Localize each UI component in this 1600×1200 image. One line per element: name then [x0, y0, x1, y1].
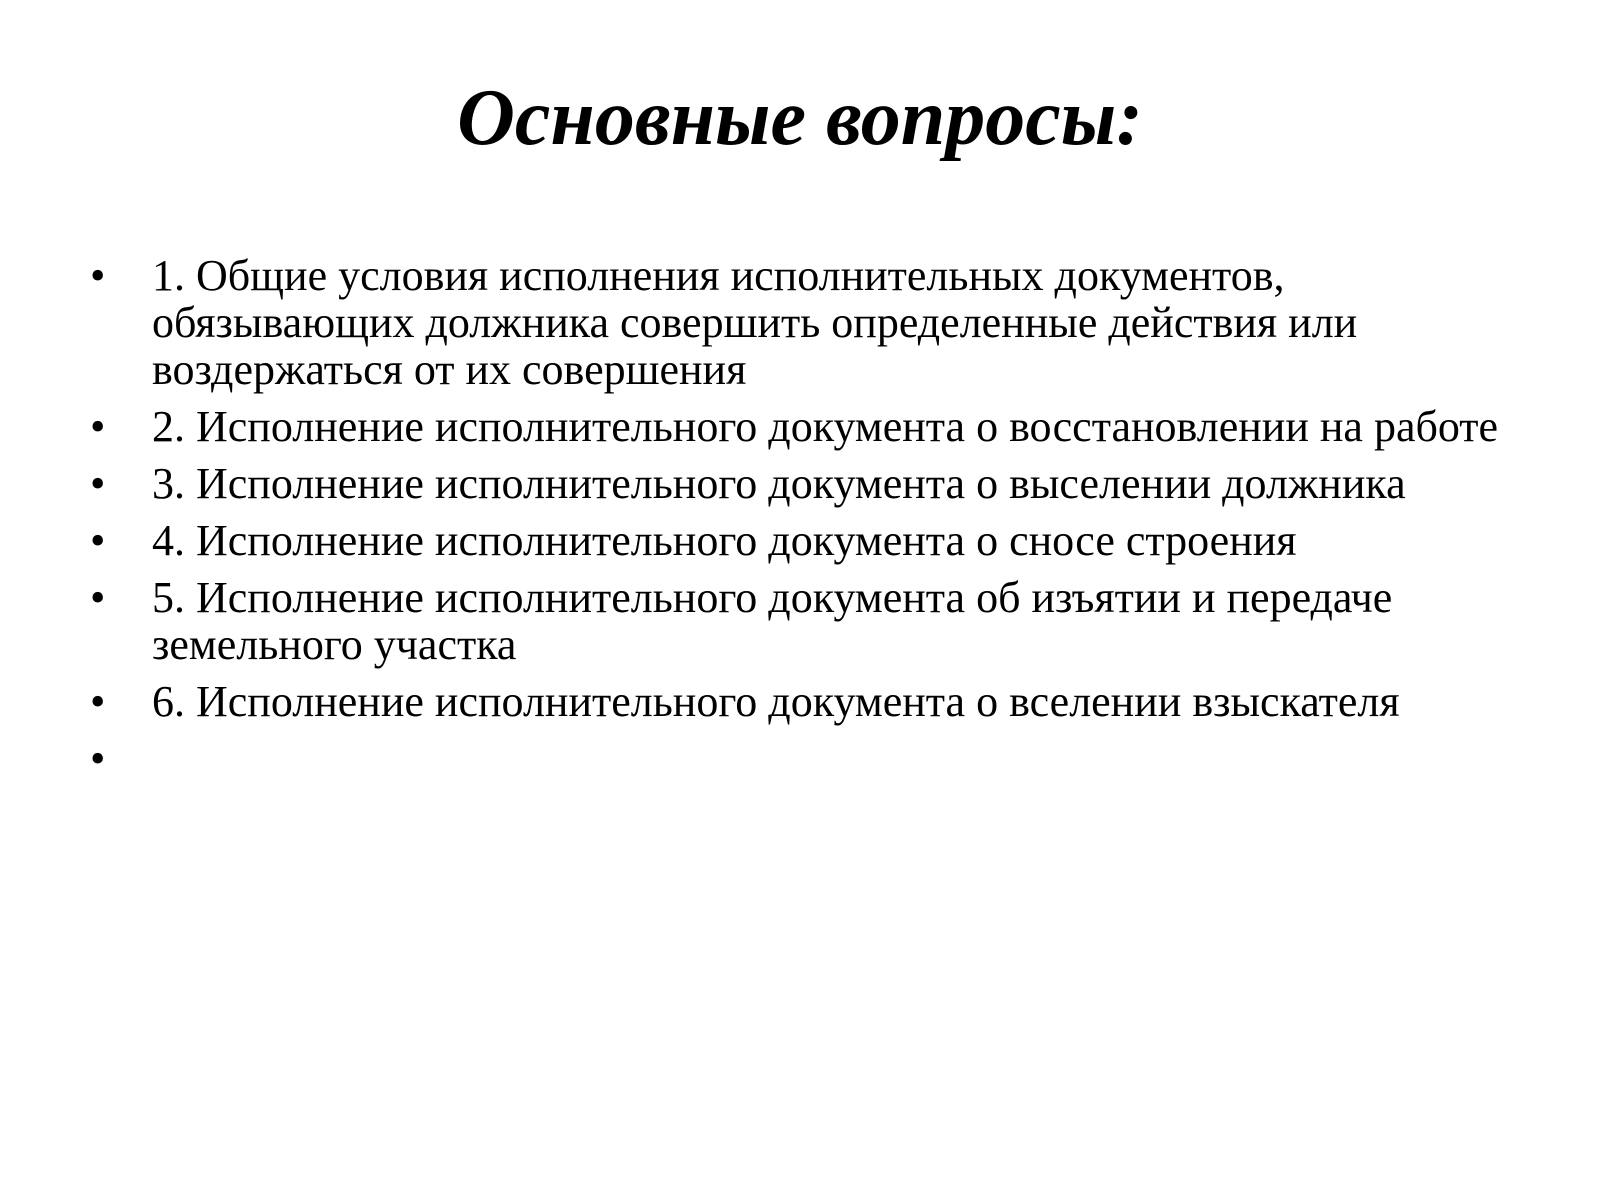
list-item-text: 3. Исполнение исполнительного документа о выселении должника: [152, 459, 1406, 508]
list-item: [90, 403, 1520, 450]
bullet-dot-icon: •: [90, 402, 106, 451]
slide-title: Основные вопросы:: [457, 74, 1143, 162]
list-item: [90, 678, 1520, 725]
list-item: [90, 460, 1520, 507]
list-item-text: 5. Исполнение исполнительного документа об изъятии и передаче земельного участка: [152, 573, 1393, 669]
list-item: [90, 517, 1520, 564]
list-item-text: 6. Исполнение исполнительного документа о вселении взыскателя: [152, 677, 1400, 726]
bullet-dot-icon: •: [90, 573, 106, 622]
bullet-dot-icon: •: [90, 677, 106, 726]
list-item-text: 4. Исполнение исполнительного документа о сносе строения: [152, 516, 1297, 565]
list-item-text: 1. Общие условия исполнения исполнительных документов, обязывающих должника совершить определенные действия или воздержаться от их совершения: [152, 251, 1358, 394]
bullet-dot-icon: •: [90, 516, 106, 565]
bullet-list: [90, 252, 1520, 792]
list-item: [90, 574, 1520, 668]
list-item-empty: [90, 735, 1520, 782]
bullet-dot-icon: •: [90, 734, 106, 783]
bullet-dot-icon: •: [90, 251, 106, 300]
list-item-text: 2. Исполнение исполнительного документа о восстановлении на работе: [152, 402, 1499, 451]
bullet-dot-icon: •: [90, 459, 106, 508]
list-item: [90, 252, 1520, 393]
